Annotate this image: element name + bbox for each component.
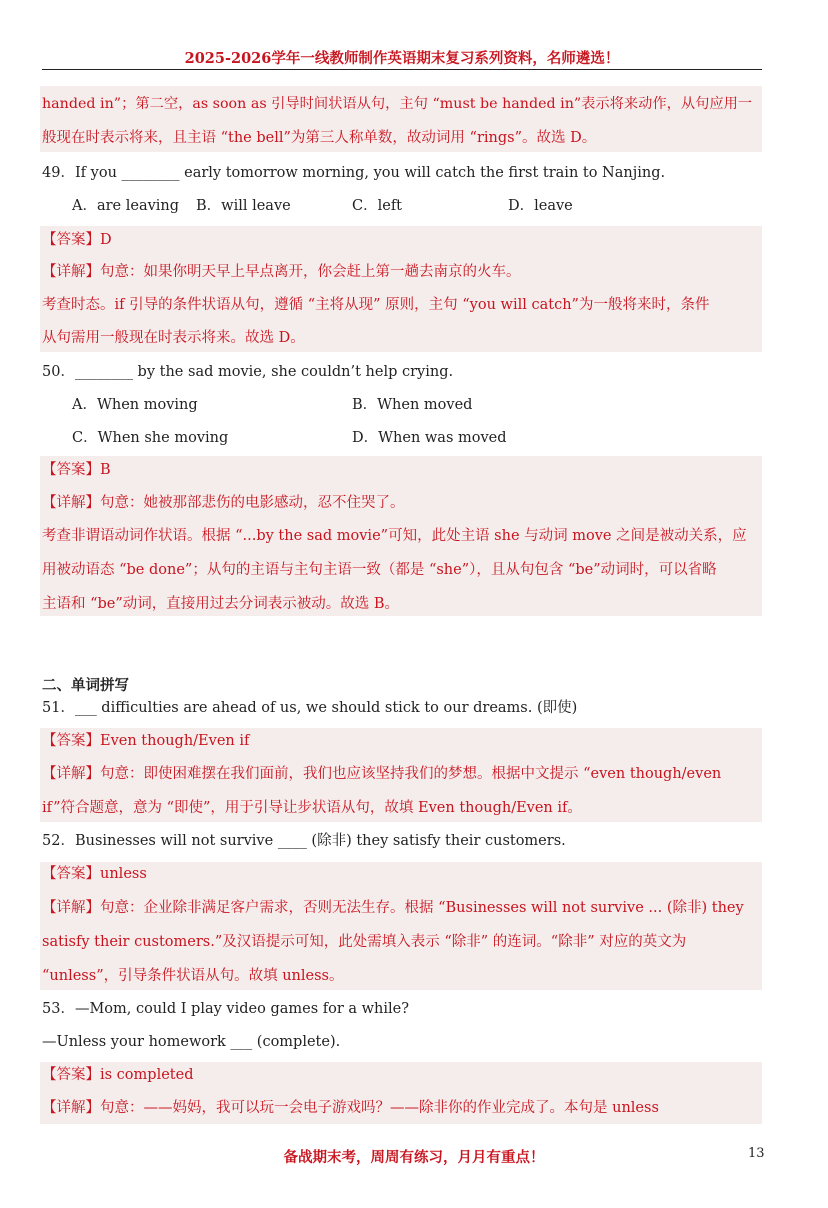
- q49-option-c: C．left: [352, 198, 403, 214]
- q49-option-a: A．are leaving: [72, 198, 180, 214]
- q53-stem-line-1: 53．—Mom, could I play video games for a while?: [42, 1001, 410, 1017]
- q50-detail-line-2: 考查非谓语动词作状语。根据 “...by the sad movie”可知，此处主语 she 与动词 move 之间是被动关系，应: [42, 528, 747, 544]
- q49-detail-line-2: 考查时态。if 引导的条件状语从句，遵循 “主将从现” 原则，主句 “you will catch”为一般将来时，条件: [42, 297, 710, 313]
- q51-detail-line-2: if”符合题意，意为 “即使”，用于引导让步状语从句，故填 Even though/Even if。: [42, 800, 582, 816]
- q50-option-d: D．When was moved: [352, 430, 507, 446]
- q52-detail-line-2: satisfy their customers.”及汉语提示可知，此处需填入表示 “除非” 的连词。“除非” 对应的英文为: [42, 934, 687, 950]
- q50-detail-line-1: 【详解】句意：她被那部悲伤的电影感动，忍不住哭了。: [42, 495, 405, 511]
- q51-answer: 【答案】Even though/Even if: [42, 733, 250, 749]
- q49-detail-line-3: 从句需用一般现在时表示将来。故选 D。: [42, 330, 305, 346]
- q52-detail-line-3: “unless”，引导条件状语从句。故填 unless。: [42, 968, 344, 984]
- q50-answer: 【答案】B: [42, 462, 111, 478]
- q53-detail-line-1: 【详解】句意：——妈妈，我可以玩一会电子游戏吗？——除非你的作业完成了。本句是 unless: [42, 1100, 659, 1116]
- q51-detail-line-1: 【详解】句意：即使困难摆在我们面前，我们也应该坚持我们的梦想。根据中文提示 “even though/even: [42, 766, 722, 782]
- q48-explanation-line-1: handed in”；第二空，as soon as 引导时间状语从句，主句 “must be handed in”表示将来动作，从句应用一: [42, 96, 753, 112]
- q49-option-b: B．will leave: [196, 198, 291, 214]
- header-divider: [42, 69, 762, 70]
- footer-slogan: 备战期末考，周周有练习，月月有重点！: [283, 1149, 545, 1166]
- q50-detail-line-3: 用被动语态 “be done”；从句的主语与主句主语一致（都是 “she”），且从句包含 “be”动词时，可以省略: [42, 562, 717, 578]
- q49-stem: 49．If you ________ early tomorrow morning, you will catch the first train to Nanjing.: [42, 165, 666, 181]
- section-title-spelling: 二、单词拼写: [42, 677, 129, 694]
- q50-detail-line-4: 主语和 “be”动词，直接用过去分词表示被动。故选 B。: [42, 596, 400, 612]
- q50-option-c: C．When she moving: [72, 430, 229, 446]
- q49-detail-line-1: 【详解】句意：如果你明天早上早点离开，你会赶上第一趟去南京的火车。: [42, 264, 521, 280]
- q50-stem: 50．________ by the sad movie, she couldn’t help crying.: [42, 364, 454, 380]
- q52-detail-line-1: 【详解】句意：企业除非满足客户需求，否则无法生存。根据 “Businesses will not survive ... (除非) they: [42, 900, 744, 916]
- q49-answer: 【答案】D: [42, 232, 112, 248]
- page-number: 13: [748, 1146, 765, 1161]
- q51-stem: 51．___ difficulties are ahead of us, we should stick to our dreams. (即使): [42, 700, 578, 716]
- q52-stem: 52．Businesses will not survive ____ (除非) they satisfy their customers.: [42, 833, 566, 849]
- q53-stem-line-2: —Unless your homework ___ (complete).: [42, 1034, 341, 1050]
- q50-option-b: B．When moved: [352, 397, 473, 413]
- q49-option-d: D．leave: [508, 198, 573, 214]
- q50-option-a: A．When moving: [72, 397, 198, 413]
- q48-explanation-line-2: 般现在时表示将来，且主语 “the bell”为第三人称单数，故动词用 “rings”。故选 D。: [42, 130, 597, 146]
- q52-answer: 【答案】unless: [42, 866, 147, 882]
- q53-answer: 【答案】is completed: [42, 1067, 194, 1083]
- page-header-title: 2025-2026学年一线教师制作英语期末复习系列资料，名师遴选！: [184, 50, 620, 67]
